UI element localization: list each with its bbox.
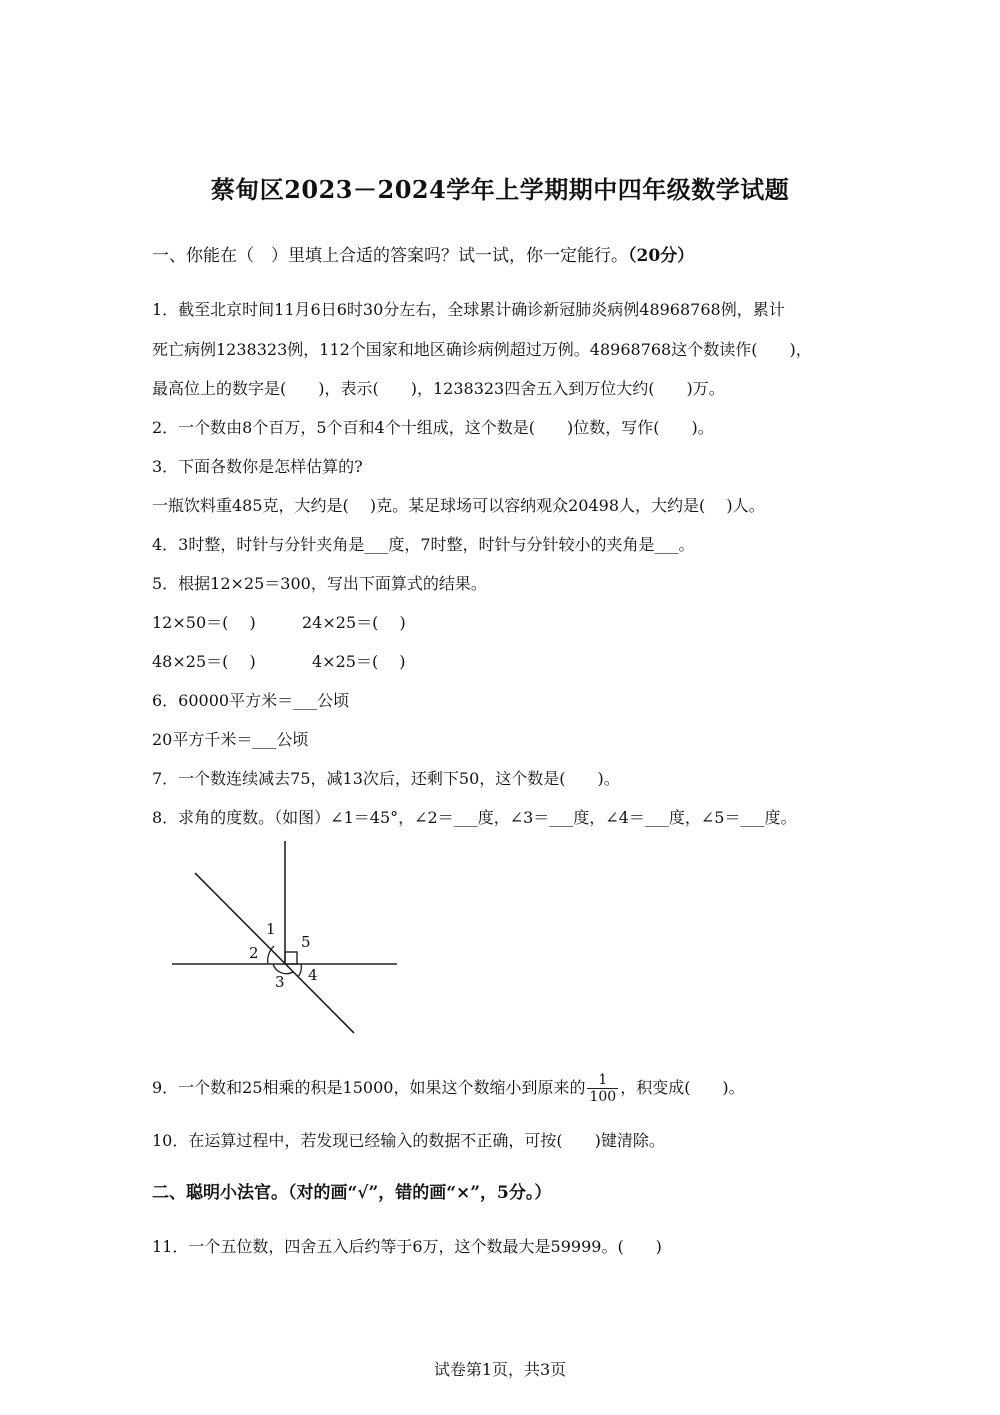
angle-label-4: 4 bbox=[308, 966, 318, 984]
question-8: 8．求角的度数。（如图）∠1＝45°，∠2＝___度，∠3＝___度，∠4＝___度，∠5＝___度。 bbox=[152, 808, 797, 827]
page-title: 蔡甸区2023－2024学年上学期期中四年级数学试题 bbox=[210, 175, 790, 204]
arc-angle-2 bbox=[268, 946, 274, 964]
question-1-line-3: 最高位上的数字是( )，表示( )，1238323四舍五入到万位大约( )万。 bbox=[152, 379, 725, 398]
question-4: 4．3时整，时针与分针夹角是___度，7时整，时针与分针较小的夹角是___。 bbox=[152, 535, 695, 554]
angle-label-5: 5 bbox=[301, 933, 311, 951]
section-1-score: （20分） bbox=[628, 246, 695, 266]
question-7: 7．一个数连续减去75，减13次后，还剩下50，这个数是( )。 bbox=[152, 769, 620, 788]
question-9-after: ，积变成( )。 bbox=[620, 1078, 745, 1097]
question-1-line-2: 死亡病例1238323例，112个国家和地区确诊病例超过万例。48968768这个数读作( )， bbox=[152, 340, 812, 359]
question-1-line-1: 1．截至北京时间11月6日6时30分左右，全球累计确诊新冠肺炎病例48968768例，累计 bbox=[152, 300, 785, 319]
section-1-text: 一、你能在（ ）里填上合适的答案吗？试一试，你一定能行。 bbox=[152, 246, 628, 266]
angle-label-1: 1 bbox=[266, 920, 276, 938]
question-9 bbox=[152, 1070, 745, 1106]
arc-angle-4 bbox=[298, 964, 301, 977]
section-1-heading bbox=[152, 246, 694, 266]
fraction-denominator: 100 bbox=[589, 1089, 617, 1105]
question-11: 11．一个五位数，四舍五入后约等于6万，这个数最大是59999。( ) bbox=[152, 1237, 662, 1256]
question-6-line-2: 20平方千米＝___公顷 bbox=[152, 730, 309, 749]
question-10: 10．在运算过程中，若发现已经输入的数据不正确，可按( )键清除。 bbox=[152, 1131, 665, 1150]
question-2: 2．一个数由8个百万，5个百和4个十组成，这个数是( )位数，写作( )。 bbox=[152, 418, 714, 437]
diagonal-line bbox=[195, 873, 354, 1033]
question-3-line-1: 3．下面各数你是怎样估算的? bbox=[152, 457, 363, 476]
section-2-heading: 二、聪明小法官。（对的画“√”，错的画“×”，5分。） bbox=[152, 1183, 552, 1203]
question-3-line-2: 一瓶饮料重485克，大约是( )克。某足球场可以容纳观众20498人，大约是( )人。 bbox=[152, 496, 765, 515]
question-9-before: 9．一个数和25相乘的积是15000，如果这个数缩小到原来的 bbox=[152, 1078, 586, 1097]
question-5-expr-c: 48×25＝( ) bbox=[152, 652, 256, 671]
question-6-line-1: 6．60000平方米＝___公顷 bbox=[152, 691, 350, 710]
question-5-expr-b: 24×25＝( ) bbox=[302, 613, 406, 632]
fraction bbox=[587, 1072, 618, 1105]
question-5-expr-d: 4×25＝( ) bbox=[312, 652, 406, 671]
angle-label-2: 2 bbox=[249, 944, 259, 962]
page-footer: 试卷第1页，共3页 bbox=[433, 1360, 567, 1379]
fraction-numerator: 1 bbox=[598, 1072, 608, 1088]
angle-label-3: 3 bbox=[275, 973, 285, 991]
question-5-line-1: 5．根据12×25＝300，写出下面算式的结果。 bbox=[152, 574, 487, 593]
angle-figure bbox=[160, 835, 410, 1040]
question-5-expr-a: 12×50＝( ) bbox=[152, 613, 256, 632]
right-angle-mark bbox=[285, 952, 297, 964]
